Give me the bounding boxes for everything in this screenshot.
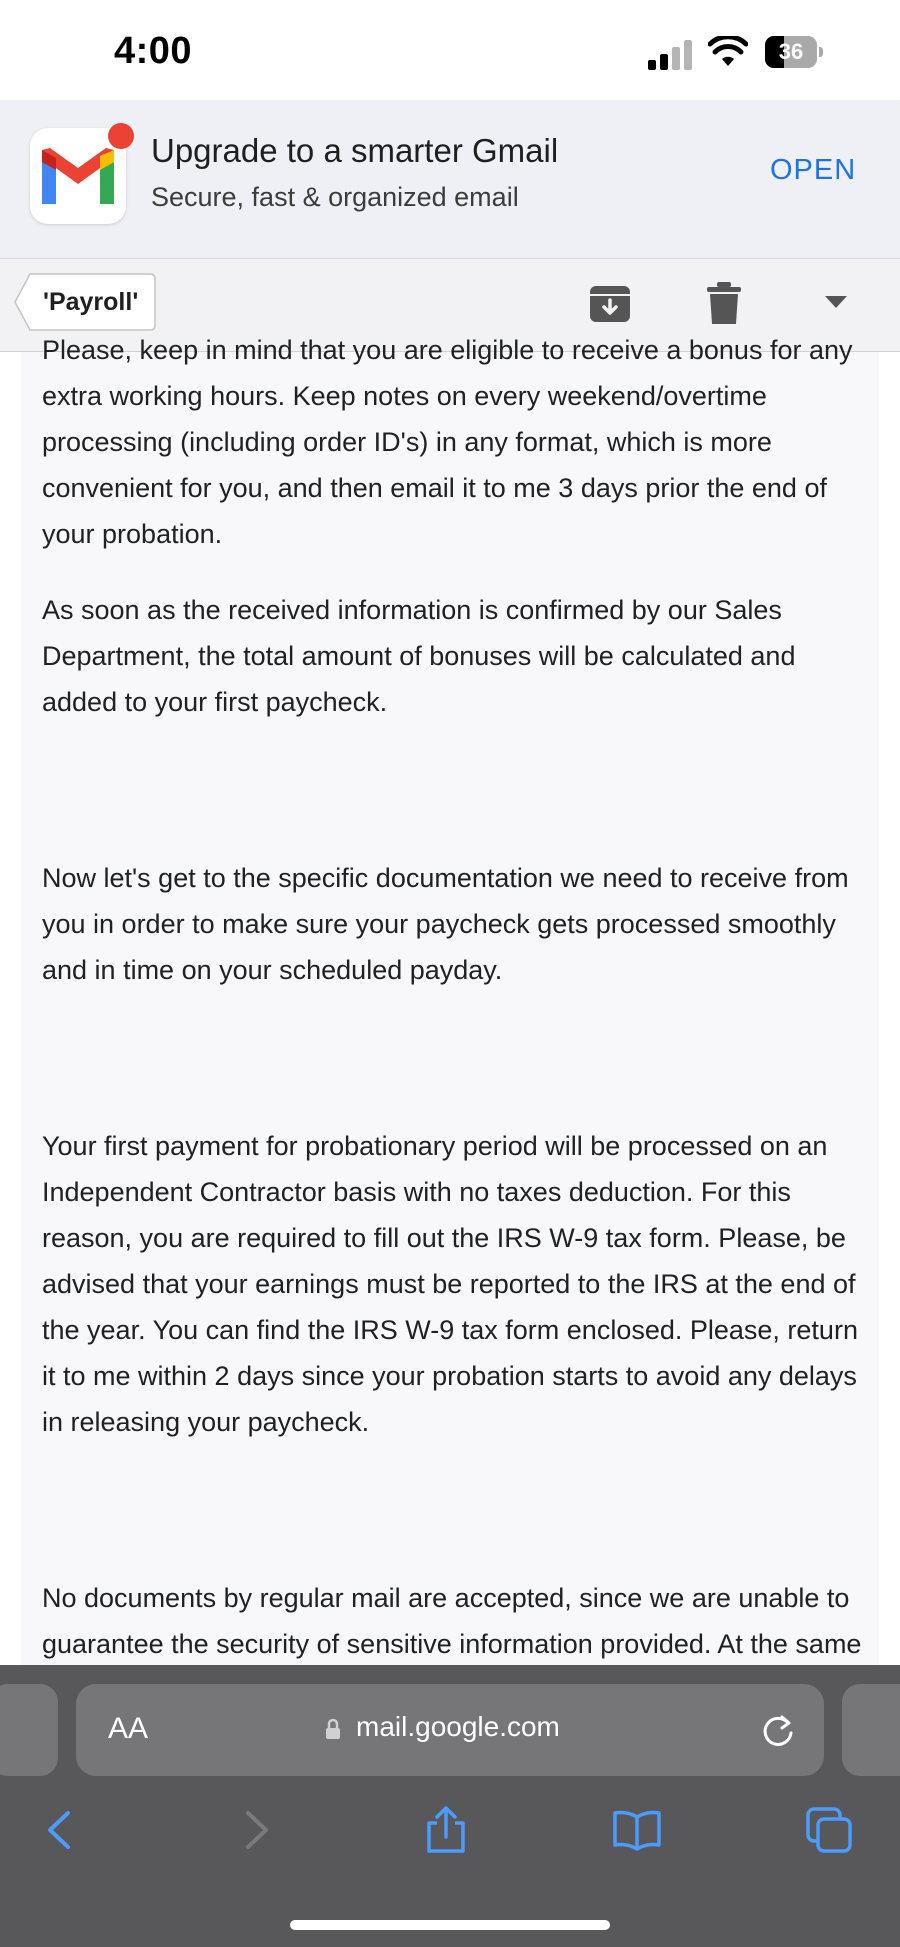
battery-percentage: 36 <box>778 39 804 64</box>
text-size-button[interactable] <box>108 1712 148 1746</box>
tabs-icon[interactable] <box>804 1805 854 1855</box>
email-body <box>42 327 862 1713</box>
text-size-label: AA <box>108 1712 149 1745</box>
notification-dot <box>108 123 134 149</box>
forward-icon <box>230 1805 280 1855</box>
label-chip-text: 'Payroll' <box>43 288 139 316</box>
reload-icon[interactable] <box>758 1711 798 1751</box>
more-dropdown-icon[interactable] <box>824 295 848 309</box>
email-paragraph: As soon as the received information is confirmed by our Sales Department, the total amount of bonuses will be calculated and added to your first paycheck. <box>42 595 796 717</box>
status-time: 4:00 <box>114 30 193 72</box>
previous-tab-preview[interactable] <box>0 1684 58 1776</box>
bookmarks-icon[interactable] <box>612 1805 662 1855</box>
promo-title: Upgrade to a smarter Gmail <box>151 132 559 169</box>
upgrade-banner[interactable] <box>0 100 900 259</box>
wifi-icon <box>708 36 748 68</box>
home-indicator <box>290 1920 610 1930</box>
trash-icon[interactable] <box>702 280 746 326</box>
email-paragraph: No documents by regular mail are accepted, since we are unable to guarantee the security of sensitive information provided. At the same <box>42 1583 862 1659</box>
next-tab-preview[interactable] <box>842 1684 900 1776</box>
lock-icon <box>325 1718 341 1740</box>
email-paragraph: Now let's get to the specific documentation we need to receive from you in order to make sure your paycheck gets processed smoothly and in time on your scheduled payday. <box>42 863 849 985</box>
signal-icon <box>648 40 696 70</box>
share-icon[interactable] <box>421 1805 471 1855</box>
url-text[interactable]: mail.google.com <box>356 1711 560 1742</box>
archive-icon[interactable] <box>588 280 632 326</box>
email-paragraph: Please, keep in mind that you are eligible to receive a bonus for any extra working hours. Keep notes on every weekend/overtime processing (including order ID's) in any format, which is more convenient for you, and then email it to me 3 days prior the end of your probation. <box>42 335 853 549</box>
back-icon[interactable] <box>36 1805 86 1855</box>
email-paragraph: Your first payment for probationary period will be processed on an Independent Contractor basis with no taxes deduction. For this reason, you are required to fill out the IRS W-9 tax form. Please, be advised that your earnings must be reported to the IRS at the end of the year. You can find the IRS W-9 tax form enclosed. Please, return it to me within 2 days since your probation starts to avoid any delays in releasing your paycheck. <box>42 1131 858 1437</box>
promo-subtitle: Secure, fast & organized email <box>151 182 519 212</box>
battery-icon <box>765 36 825 68</box>
open-app-button[interactable]: OPEN <box>770 154 857 186</box>
